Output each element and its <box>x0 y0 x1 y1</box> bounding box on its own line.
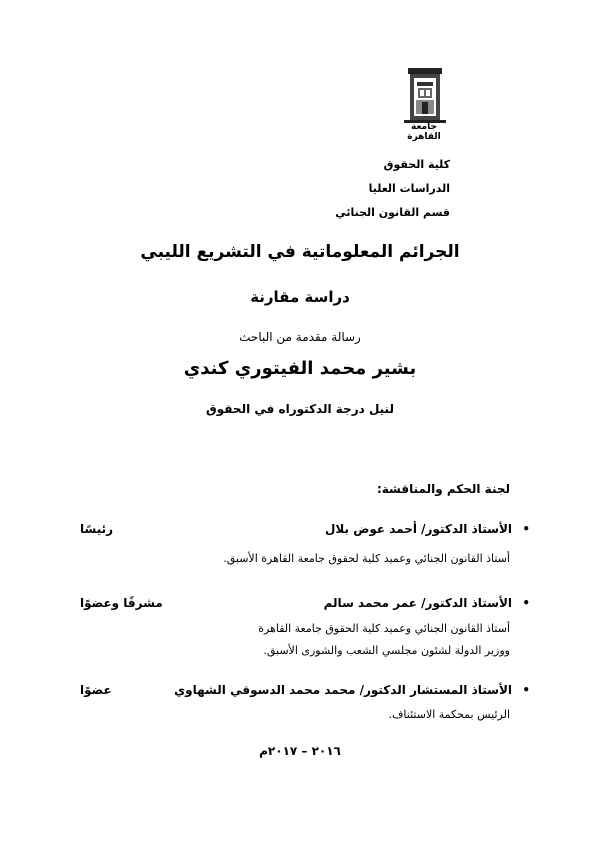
studies-name: الدراسات العليا <box>368 182 450 195</box>
committee-member <box>80 522 530 540</box>
committee-member <box>80 683 530 701</box>
faculty-name: كلية الحقوق <box>383 158 450 171</box>
bullet: • <box>522 683 530 697</box>
member-description: أستاذ القانون الجنائي وعميد كلية لحقوق جامعة القاهرة الأسبق. <box>223 552 510 565</box>
member-role: رئيسًا <box>80 522 114 536</box>
committee-member <box>80 596 530 614</box>
member-role: مشرفًا وعضوًا <box>80 596 163 610</box>
department-name: قسم القانون الجنائي <box>335 206 450 219</box>
member-name: الأستاذ المستشار الدكتور/ محمد محمد الدسوقي الشهاوي <box>174 683 512 697</box>
member-description: أستاذ القانون الجنائي وعميد كلية الحقوق جامعة القاهرة <box>258 622 510 635</box>
seal-caption: جامعة القاهرة <box>407 122 441 142</box>
thesis-subtitle: دراسة مقارنة <box>250 288 350 306</box>
member-name: الأستاذ الدكتور/ عمر محمد سالم <box>323 596 512 610</box>
bullet: • <box>522 596 530 610</box>
member-description: الرئيس بمحكمة الاستئناف. <box>388 708 510 721</box>
thesis-title: الجرائم المعلوماتية في التشريع الليبي <box>140 242 460 262</box>
committee-title: لجنة الحكم والمناقشة: <box>376 482 510 496</box>
bullet: • <box>522 522 530 536</box>
author-name: بشير محمد الفيتوري كندي <box>183 358 417 379</box>
member-role: عضوًا <box>80 683 112 697</box>
presented-by: رسالة مقدمة من الباحث <box>239 330 361 344</box>
academic-year: ٢٠١٦ – ٢٠١٧م <box>259 744 341 758</box>
member-name: الأستاذ الدكتور/ أحمد عوض بلال <box>325 522 512 536</box>
degree-line: لنيل درجة الدكتوراه في الحقوق <box>206 402 394 416</box>
member-description: ووزير الدولة لشئون مجلسي الشعب والشورى الأسبق. <box>263 644 510 657</box>
